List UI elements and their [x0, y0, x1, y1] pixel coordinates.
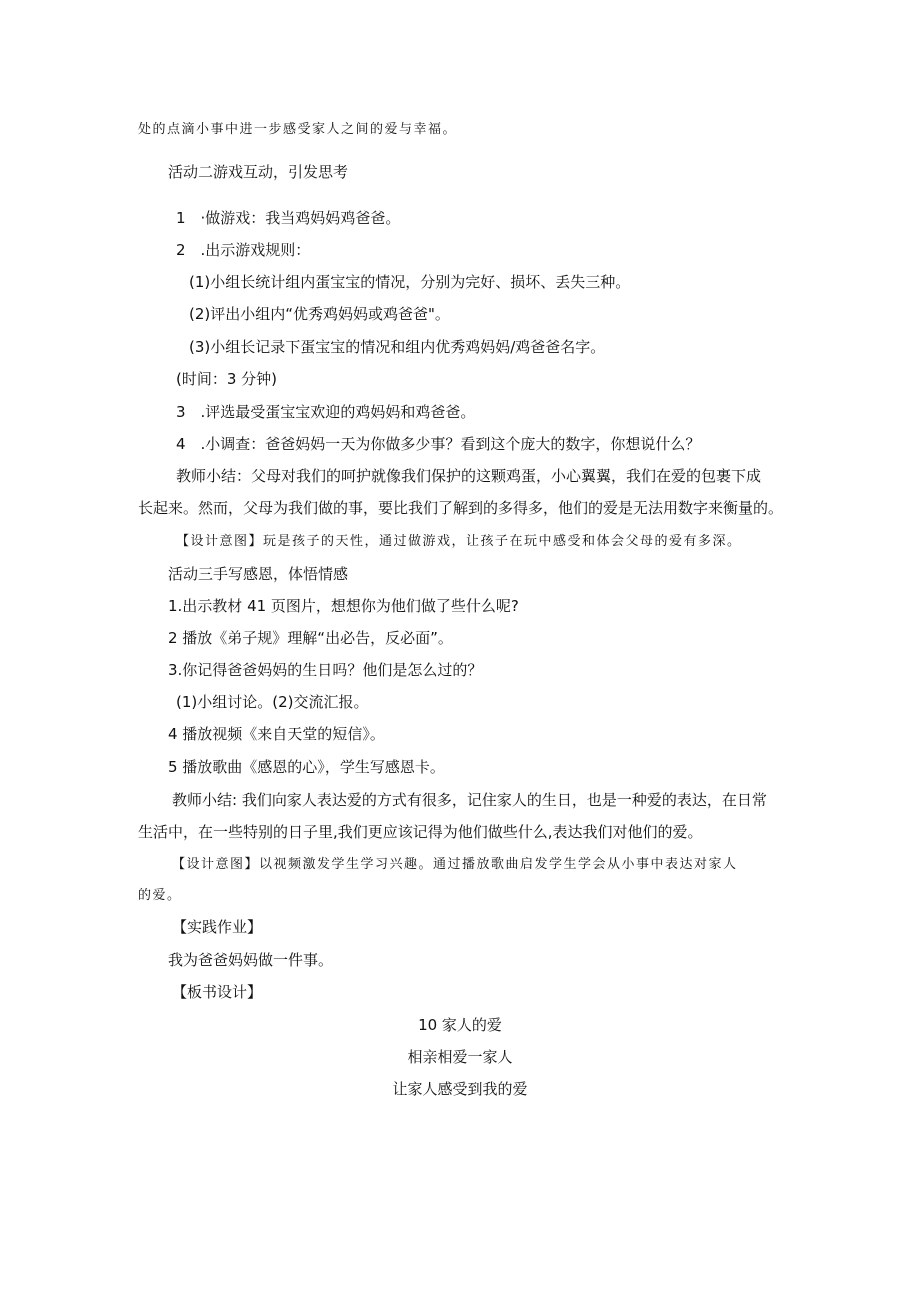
- section-heading-activity-2: 活动二游戏互动，引发思考: [168, 163, 349, 181]
- list-item: 4 播放视频《来自天堂的短信》。: [168, 725, 385, 743]
- list-item: (1)小组讨论。(2)交流汇报。: [176, 693, 369, 711]
- section-heading-activity-3: 活动三手写感恩，体悟情感: [168, 565, 349, 583]
- practice-homework-text: 我为爸爸妈妈做一件事。: [168, 951, 334, 969]
- teacher-summary: 教师小结: 我们向家人表达爱的方式有很多，记住家人的生日，也是一种爱的表达，在日常: [172, 791, 767, 809]
- list-item: 1 ·做游戏：我当鸡妈妈鸡爸爸。: [176, 209, 401, 227]
- design-intent-note-continued: 的爱。: [138, 888, 182, 903]
- practice-homework-heading: 【实践作业】: [172, 918, 263, 936]
- teacher-summary-continued: 生活中，在一些特别的日子里,我们更应该记得为他们做些什么,表达我们对他们的爱。: [138, 823, 703, 841]
- list-item: 1.出示教材 41 页图片，想想你为他们做了些什么呢?: [168, 597, 519, 615]
- rule-item: (2)评出小组内“优秀鸡妈妈或鸡爸爸"。: [189, 305, 450, 323]
- board-design-heading: 【板书设计】: [172, 983, 263, 1001]
- list-item: 3.你记得爸爸妈妈的生日吗？他们是怎么过的？: [168, 661, 483, 679]
- list-item: 2 播放《弟子规》理解“出必告，反必面”。: [168, 629, 453, 647]
- rule-item: (3)小组长记录下蛋宝宝的情况和组内优秀鸡妈妈/鸡爸爸名字。: [189, 338, 606, 356]
- list-item: 5 播放歌曲《感恩的心》，学生写感恩卡。: [168, 758, 445, 776]
- board-line: 相亲相爱一家人: [407, 1048, 513, 1066]
- time-note: (时间：3 分钟): [176, 370, 278, 388]
- list-item: 2 .出示游戏规则：: [176, 241, 311, 259]
- board-title: 10 家人的爱: [418, 1016, 502, 1034]
- rule-item: (1)小组长统计组内蛋宝宝的情况，分别为完好、损坏、丢失三种。: [189, 273, 631, 291]
- teacher-summary: 教师小结：父母对我们的呵护就像我们保护的这颗鸡蛋，小心翼翼，我们在爱的包裹下成: [176, 467, 762, 485]
- teacher-summary-continued: 长起来。然而，父母为我们做的事，要比我们了解到的多得多，他们的爱是无法用数字来衡量的。: [138, 499, 784, 517]
- design-intent-note: 【设计意图】以视频激发学生学习兴趣。通过播放歌曲启发学生学会从小事中表达对家人: [172, 857, 738, 872]
- board-line: 让家人感受到我的爱: [392, 1080, 528, 1098]
- paragraph-continuation: 处的点滴小事中进一步感受家人之间的爱与幸福。: [138, 122, 458, 137]
- design-intent-note: 【设计意图】玩是孩子的天性，通过做游戏，让孩子在玩中感受和体会父母的爱有多深。: [176, 534, 742, 549]
- list-item: 3 .评选最受蛋宝宝欢迎的鸡妈妈和鸡爸爸。: [176, 403, 476, 421]
- list-item: 4 .小调查：爸爸妈妈一天为你做多少事？看到这个庞大的数字，你想说什么？: [176, 435, 701, 453]
